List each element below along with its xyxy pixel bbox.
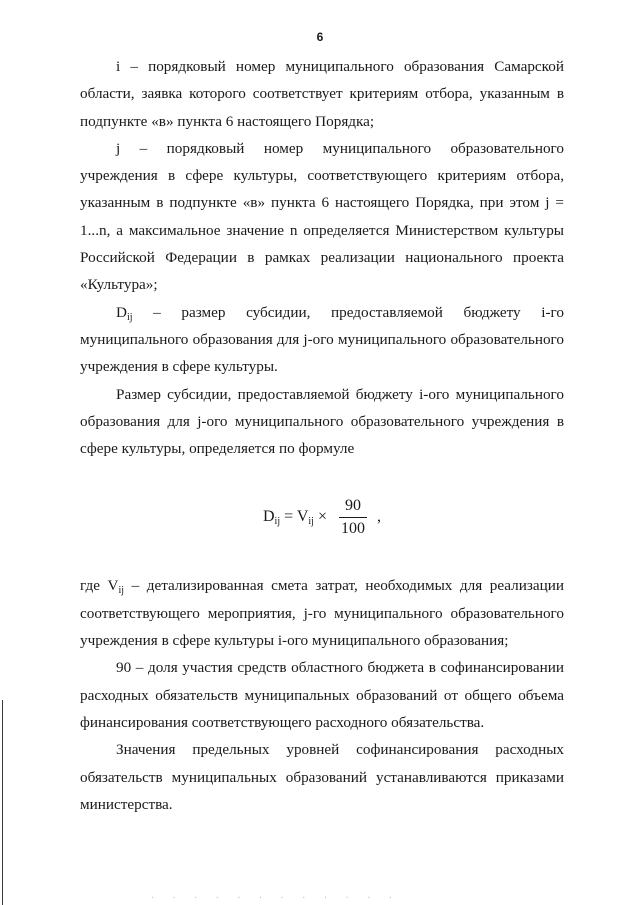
formula-times: × [313,508,331,526]
formula-denominator: 100 [341,519,365,537]
dij-symbol: D [116,303,127,321]
formula-rhs-subscript: ij [308,516,314,528]
formula-lhs [263,508,331,526]
page-number: 6 [316,30,324,44]
formula-lhs-subscript: ij [274,516,281,528]
subsidy-formula [80,462,564,572]
formula-numerator: 90 [339,497,367,518]
definition-dij [80,299,564,381]
formula-fraction [335,497,371,538]
definition-j: j – порядковый номер муниципального образовательного учреждения в сфере культуры, соответствующего критериям отбора, указанным в подпункте «в» пункта 6 настоящего Порядка, при этом j = 1...n, а максимальное значение n определяется Министерством культуры Российской Федерации в рамках реализации национального проекта «Культура»; [80,139,564,294]
scan-dot-artifacts: · · · · · · · · · · · · [150,893,399,902]
definition-90: 90 – доля участия средств областного бюджета в софинансировании расходных обязательств муниципальных образований от общего объема финансирования соответствующего расходного обязательства. [80,659,564,731]
closing-paragraph: Значения предельных уровней софинансирования расходных обязательств муниципальных образований устанавливаются приказами министерства. [80,741,564,813]
vij-description: – детализированная смета затрат, необходимых для реализации соответствующего мероприятия, j-го муниципального образовательного учреждения в сфере культуры i-ого муниципального образования; [80,577,564,650]
vij-symbol: V [107,577,119,595]
formula-rhs-symbol: V [296,508,309,526]
definition-i: i – порядковый номер муниципального образования Самарской области, заявка которого соответствует критериям отбора, указанным в подпункте «в» пункта 6 настоящего Порядка; [80,58,564,130]
definition-vij [80,572,564,654]
document-body [80,53,564,818]
vij-subscript: ij [118,585,125,597]
vij-prefix: где [80,577,108,595]
formula-trailing-comma: , [377,508,381,526]
formula-lhs-symbol: D [262,508,275,526]
dij-description: – размер субсидии, предоставляемой бюджету i-го муниципального образования для j-ого муниципального образовательного учреждения в сфере культуры. [80,303,564,376]
dij-subscript: ij [126,311,133,323]
formula-equals: = [280,508,297,526]
formula-intro: Размер субсидии, предоставляемой бюджету i-ого муниципального образования для j-ого муниципального образовательного учреждения в сфере культуры, определяется по формуле [80,385,564,458]
scan-edge-line [2,700,3,905]
